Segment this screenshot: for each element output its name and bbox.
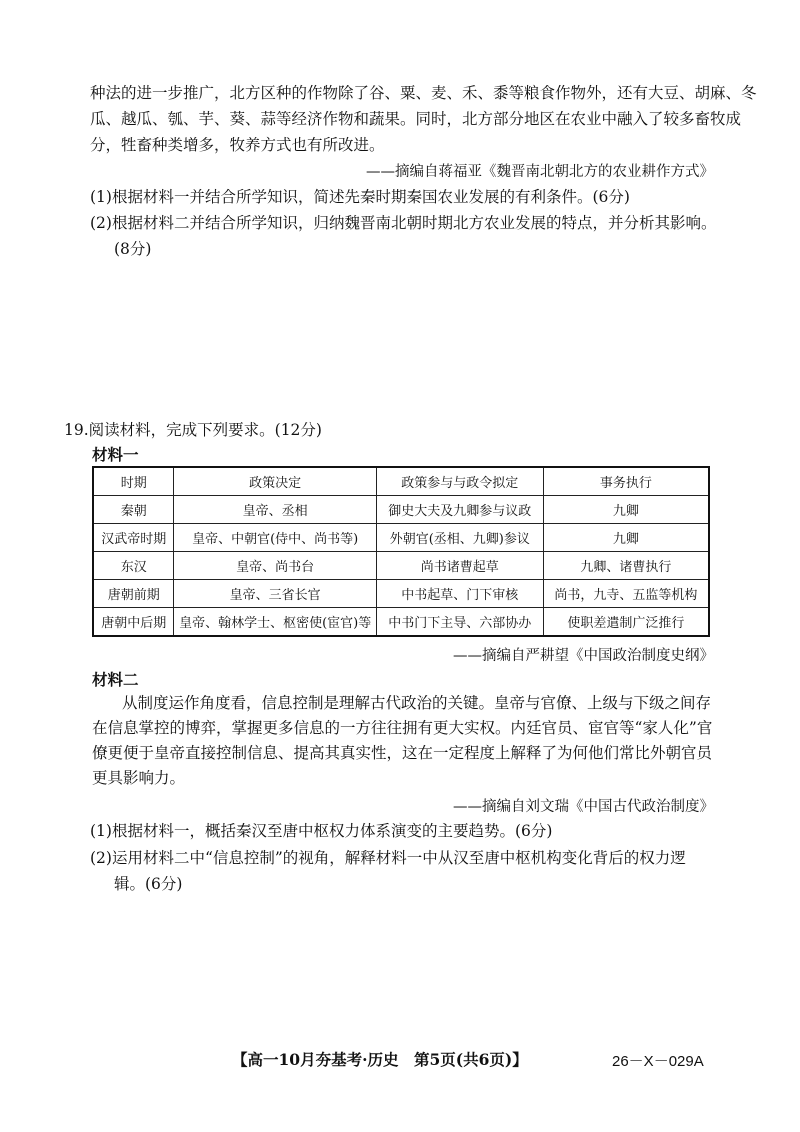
- table-cell: 中书门下主导、六部协办: [376, 608, 543, 637]
- material-1-label: 材料一: [92, 445, 139, 464]
- table-cell: 唐朝中后期: [93, 608, 174, 637]
- table-cell: 唐朝前期: [93, 580, 174, 608]
- exam-code: 26－X－029A: [612, 1053, 704, 1070]
- table-row: [93, 580, 709, 608]
- table-cell: 皇帝、中朝官(侍中、尚书等): [174, 524, 377, 552]
- source-citation: ——摘编自严耕望《中国政治制度史纲》: [453, 648, 714, 664]
- table-cell: 九卿、诸曹执行: [543, 552, 709, 580]
- table-cell: 皇帝、三省长官: [174, 580, 377, 608]
- question-19-1: (1)根据材料一，概括秦汉至唐中枢权力体系演变的主要趋势。(6分): [90, 822, 553, 840]
- material-text-line: 种法的进一步推广，北方区种的作物除了谷、粟、麦、禾、黍等粮食作物外，还有大豆、胡麻、冬: [90, 84, 757, 102]
- table-cell: 九卿: [543, 496, 709, 524]
- source-citation: ——摘编自蒋福亚《魏晋南北朝北方的农业耕作方式》: [366, 164, 714, 180]
- material-text-line: 瓜、越瓜、瓠、芋、葵、蒜等经济作物和蔬果。同时，北方部分地区在农业中融入了较多畜牧成: [90, 110, 742, 128]
- table-cell: 皇帝、翰林学士、枢密使(宦官)等: [174, 608, 377, 637]
- table-cell: 东汉: [93, 552, 174, 580]
- table-cell: 九卿: [543, 524, 709, 552]
- table-row: [93, 524, 709, 552]
- material-text-line: 僚更便于皇帝直接控制信息、提高其真实性，这在一定程度上解释了为何他们常比外朝官员: [92, 744, 713, 762]
- table-cell: 皇帝、尚书台: [174, 552, 377, 580]
- question-2-cont: (8分): [114, 240, 152, 258]
- table-row: [93, 552, 709, 580]
- table-cell: 外朝官(丞相、九卿)参议: [376, 524, 543, 552]
- table-cell: 汉武帝时期: [93, 524, 174, 552]
- table-cell: 尚书，九寺、五监等机构: [543, 580, 709, 608]
- question-19-2: (2)运用材料二中“信息控制”的视角，解释材料一中从汉至唐中枢机构变化背后的权力逻: [90, 849, 686, 867]
- table-cell: 皇帝、丞相: [174, 496, 377, 524]
- table-header: 政策参与与政令拟定: [376, 467, 543, 496]
- table-header: 政策决定: [174, 467, 377, 496]
- material-text-line: 分，牲畜种类增多，牧养方式也有所改进。: [90, 136, 385, 154]
- table-row: [93, 496, 709, 524]
- table-header: 事务执行: [543, 467, 709, 496]
- question-19-2-cont: 辑。(6分): [114, 875, 183, 893]
- material-2-label: 材料二: [92, 670, 139, 689]
- material-text-line: 更具影响力。: [92, 769, 186, 787]
- question-2: (2)根据材料二并结合所学知识，归纳魏晋南北朝时期北方农业发展的特点，并分析其影响。: [90, 214, 717, 232]
- question-1: (1)根据材料一并结合所学知识，简述先秦时期秦国农业发展的有利条件。(6分): [90, 188, 630, 206]
- table-header: 时期: [93, 467, 174, 496]
- table-cell: 使职差遣制广泛推行: [543, 608, 709, 637]
- page-footer: 【高一10月夯基考·历史 第5页(共6页)】: [232, 1050, 528, 1069]
- question-19-title: 19.阅读材料，完成下列要求。(12分): [64, 421, 322, 439]
- source-citation: ——摘编自刘文瑞《中国古代政治制度》: [453, 799, 714, 815]
- material-1-table: [92, 466, 710, 637]
- table-cell: 御史大夫及九卿参与议政: [376, 496, 543, 524]
- table-cell: 中书起草、门下审核: [376, 580, 543, 608]
- material-text-line: 在信息掌控的博弈，掌握更多信息的一方往往拥有更大实权。内廷官员、宦官等“家人化”官: [92, 719, 713, 737]
- table-row: [93, 608, 709, 637]
- table-cell: 尚书诸曹起草: [376, 552, 543, 580]
- table-header-row: [93, 467, 709, 496]
- table-cell: 秦朝: [93, 496, 174, 524]
- material-text-line: 从制度运作角度看，信息控制是理解古代政治的关键。皇帝与官僚、上级与下级之间存: [122, 694, 712, 712]
